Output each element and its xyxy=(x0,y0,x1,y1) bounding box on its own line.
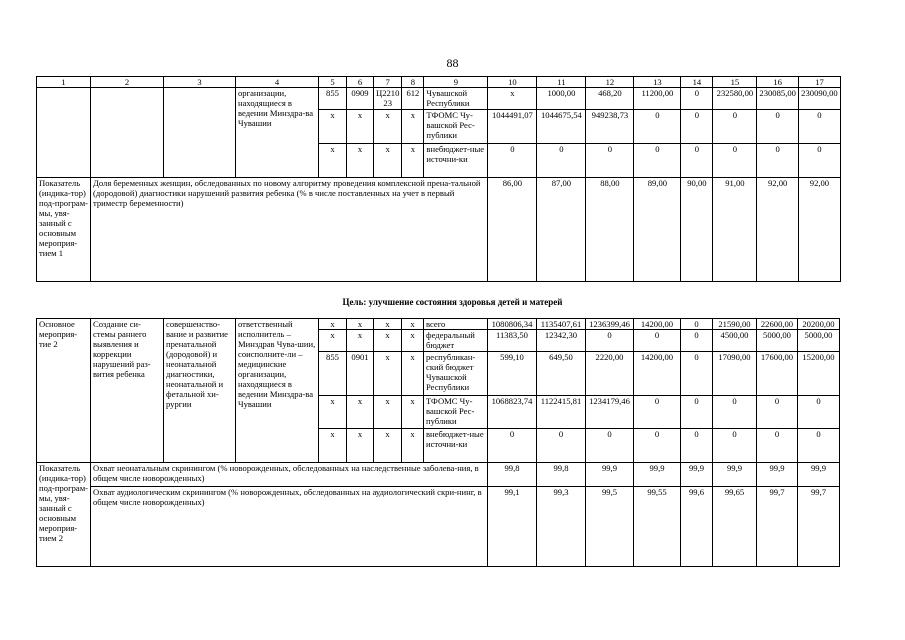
col-header: 14 xyxy=(681,77,713,88)
col-header: 12 xyxy=(586,77,634,88)
funding-source: внебюджет-ные источни-ки xyxy=(424,144,488,178)
col-header: 13 xyxy=(634,77,681,88)
goal-heading: Цель: улучшение состояния здоровья детей и матерей xyxy=(342,297,563,307)
activity-name: Создание си-стемы раннего выявления и коррекции нарушений раз-вития ребенка xyxy=(91,319,164,463)
funding-source: ТФОМС Чу-вашской Рес-публики xyxy=(424,396,488,429)
indicator-text: Охват аудиологическим скринингом (% новорожденных, обследованных на аудиологический скри-нинг, в общем числе новорожденных) xyxy=(91,487,488,567)
indicator-text: Охват неонатальным скринингом (% новорожденных, обследованных на наследственные заболева-ния, в общем числе новорожденных) xyxy=(91,463,488,487)
page-number: 88 xyxy=(446,56,459,70)
funding-source: внебюджет-ные источни-ки xyxy=(424,429,488,463)
activity-label: Основное мероприя-тие 2 xyxy=(37,319,91,463)
col-header: 2 xyxy=(91,77,164,88)
col-header: 7 xyxy=(374,77,402,88)
col-header: 3 xyxy=(164,77,236,88)
col-header: 4 xyxy=(236,77,319,88)
funding-source: федеральный бюджет xyxy=(424,330,488,352)
table-row: x x x x внебюджет-ные источни-ки 0 0 0 0 0 0 0 0 xyxy=(37,144,841,178)
col-header: 8 xyxy=(402,77,424,88)
activity-tasks: совершенство-вание и развитие пренатальной (дородовой) и неонатальной диагностики, неонатальной и фетальной хи-рургии xyxy=(164,319,236,463)
col-header: 10 xyxy=(488,77,537,88)
table-row: x x x x ТФОМС Чу-вашской Рес-публики 1044491,07 1044675,54 949238,73 0 0 0 0 0 xyxy=(37,110,841,144)
table-row: Основное мероприя-тие 2 Создание си-стемы раннего выявления и коррекции нарушений раз-вития ребенка совершенство-вание и развитие пренатальной (дородовой) и неонатальной диагностики, неонатальной и фетальной хи-рургии ответственный исполнитель – Минздрав Чува-шии, соисполните-ли – медицинские организации, находящиеся в ведении Минздра-ва Чувашии x x x x всего 1080806,34 1135407,61 1236399,46 14200,00 0 21590,00 22600,00 20200,00 xyxy=(37,319,840,330)
funding-source: республикан-ский бюджет Чувашской Республики xyxy=(424,352,488,396)
col-header: 1 xyxy=(37,77,91,88)
header-row xyxy=(37,77,841,88)
funding-source: всего xyxy=(424,319,488,330)
table-row: x x x x федеральный бюджет 11383,50 12342,30 0 0 0 4500,00 5000,00 5000,00 xyxy=(37,330,840,352)
table-row: x x x x ТФОМС Чу-вашской Рес-публики 1068823,74 1122415,81 1234179,46 0 0 0 0 0 xyxy=(37,396,840,429)
col-header: 15 xyxy=(713,77,757,88)
col-header: 6 xyxy=(347,77,374,88)
col-header: 16 xyxy=(757,77,799,88)
indicator-row: Показатель (индика-тор) под-програм-мы, увя-занный с основным мероприя-тием 1 Доля беременных женщин, обследованных по новому алгоритму проведения комплексной прена-тальной (дородовой) диагностики нарушений развития ребенка (% в числе поставленных на учет в первый триместр беременности) 86,00 87,00 88,00 89,00 90,00 91,00 92,00 92,00 xyxy=(37,178,841,282)
table-row: 855 0901 x x республикан-ский бюджет Чувашской Республики 599,10 649,50 2220,00 14200,00 0 17090,00 17600,00 15200,00 xyxy=(37,352,840,396)
col-header: 9 xyxy=(424,77,488,88)
indicator-label: Показатель (индика-тор) под-програм-мы, увя-занный с основным мероприя-тием 1 xyxy=(37,178,91,282)
col-header: 5 xyxy=(319,77,347,88)
indicator-text: Доля беременных женщин, обследованных по новому алгоритму проведения комплексной прена-тальной (дородовой) диагностики нарушений развития ребенка (% в числе поставленных на учет в первый триместр беременности) xyxy=(91,178,488,282)
program-table-part1 xyxy=(36,76,841,282)
funding-source: Чувашской Республики xyxy=(424,88,488,110)
col-header: 17 xyxy=(798,77,840,88)
indicator-label: Показатель (индика-тор) под-програм-мы, увя-занный с основным мероприя-тием 2 xyxy=(37,463,91,567)
table-row: организации, находящиеся в ведении Минздра-ва Чувашии 855 0909 Ц2210 23 612 Чувашской Республики x 1000,00 468,20 11200,00 0 232580,00 230085,00 230090,00 xyxy=(37,88,841,110)
table-row: x x x x внебюджет-ные источни-ки 0 0 0 0 0 0 0 0 xyxy=(37,429,840,463)
program-table-part2 xyxy=(36,318,840,567)
indicator-row: Охват аудиологическим скринингом (% новорожденных, обследованных на аудиологический скри-нинг, в общем числе новорожденных) 99,1 99,3 99,5 99,55 99,6 99,65 99,7 99,7 xyxy=(37,487,840,567)
responsible-cell: организации, находящиеся в ведении Минздра-ва Чувашии xyxy=(236,88,319,178)
indicator-row: Показатель (индика-тор) под-програм-мы, увя-занный с основным мероприя-тием 2 Охват неонатальным скринингом (% новорожденных, обследованных на наследственные заболева-ния, в общем числе новорожденных) 99,8 99,8 99,9 99,9 99,9 99,9 99,9 99,9 xyxy=(37,463,840,487)
funding-source: ТФОМС Чу-вашской Рес-публики xyxy=(424,110,488,144)
responsible-cell: ответственный исполнитель – Минздрав Чува-шии, соисполните-ли – медицинские организации, находящиеся в ведении Минздра-ва Чувашии xyxy=(236,319,319,463)
col-header: 11 xyxy=(537,77,586,88)
